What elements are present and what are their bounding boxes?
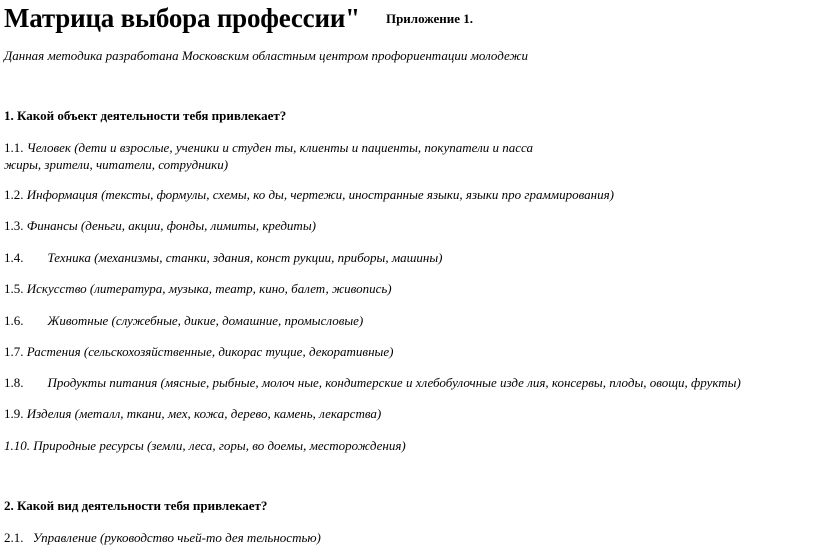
item-text: Финансы (деньги, акции, фонды, лимиты, кредиты) <box>26 218 316 233</box>
list-item <box>4 249 443 266</box>
item-text: Растения (сельскохозяйственные, дикорас тущие, декоративные) <box>26 344 394 359</box>
list-item <box>4 437 406 454</box>
methodology-note: Данная методика разработана Московским областным центром профориентации молодежи <box>4 48 528 63</box>
item-text: Искусство (литература, музыка, театр, кино, балет, живопись) <box>26 281 392 296</box>
list-item <box>4 186 614 203</box>
item-text: Человек (дети и взрослые, ученики и студен ты, клиенты и пациенты, покупатели и пасса жиры, зрители, читатели, сотрудники) <box>4 140 533 172</box>
item-number: 1.10. <box>4 438 30 453</box>
item-number: 1.4. <box>4 250 24 265</box>
item-number: 1.6. <box>4 313 24 328</box>
question-1-heading: 1. Какой объект деятельности тебя привлекает? <box>4 108 287 123</box>
item-number: 1.7. <box>4 344 24 359</box>
item-text: Изделия (металл, ткани, мех, кожа, дерево, камень, лекарства) <box>26 406 382 421</box>
item-number: 1.1. <box>4 140 24 155</box>
list-item <box>4 217 316 234</box>
item-number: 1.9. <box>4 406 24 421</box>
item-number: 1.8. <box>4 375 24 390</box>
item-text: Управление (руководство чьей-то дея тельностью) <box>32 530 321 545</box>
item-number: 1.3. <box>4 218 24 233</box>
item-text: Техника (механизмы, станки, здания, конст рукции, приборы, машины) <box>47 250 443 265</box>
title-line <box>4 3 473 34</box>
item-text: Информация (тексты, формулы, схемы, ко ды, чертежи, иностранные языки, языки про граммирования) <box>26 187 614 202</box>
item-number: 2.1. <box>4 530 24 545</box>
item-number: 1.2. <box>4 187 24 202</box>
item-text: Природные ресурсы (земли, леса, горы, во доемы, месторождения) <box>33 438 406 453</box>
appendix-label: Приложение 1. <box>385 11 474 26</box>
list-item <box>4 343 393 360</box>
page-title: Матрица выбора профессии" <box>4 3 360 33</box>
list-item <box>4 529 321 546</box>
item-number: 1.5. <box>4 281 24 296</box>
list-item <box>4 280 392 297</box>
item-text: Продукты питания (мясные, рыбные, молоч ные, кондитерские и хлебобулочные изде лия, консервы, плоды, овощи, фрукты) <box>47 375 741 390</box>
item-text: Животные (служебные, дикие, домашние, промысловые) <box>47 313 364 328</box>
list-item <box>4 374 741 391</box>
list-item <box>4 405 381 422</box>
list-item <box>4 312 363 329</box>
question-2-heading: 2. Какой вид деятельности тебя привлекает? <box>4 498 268 513</box>
list-item <box>4 139 564 173</box>
